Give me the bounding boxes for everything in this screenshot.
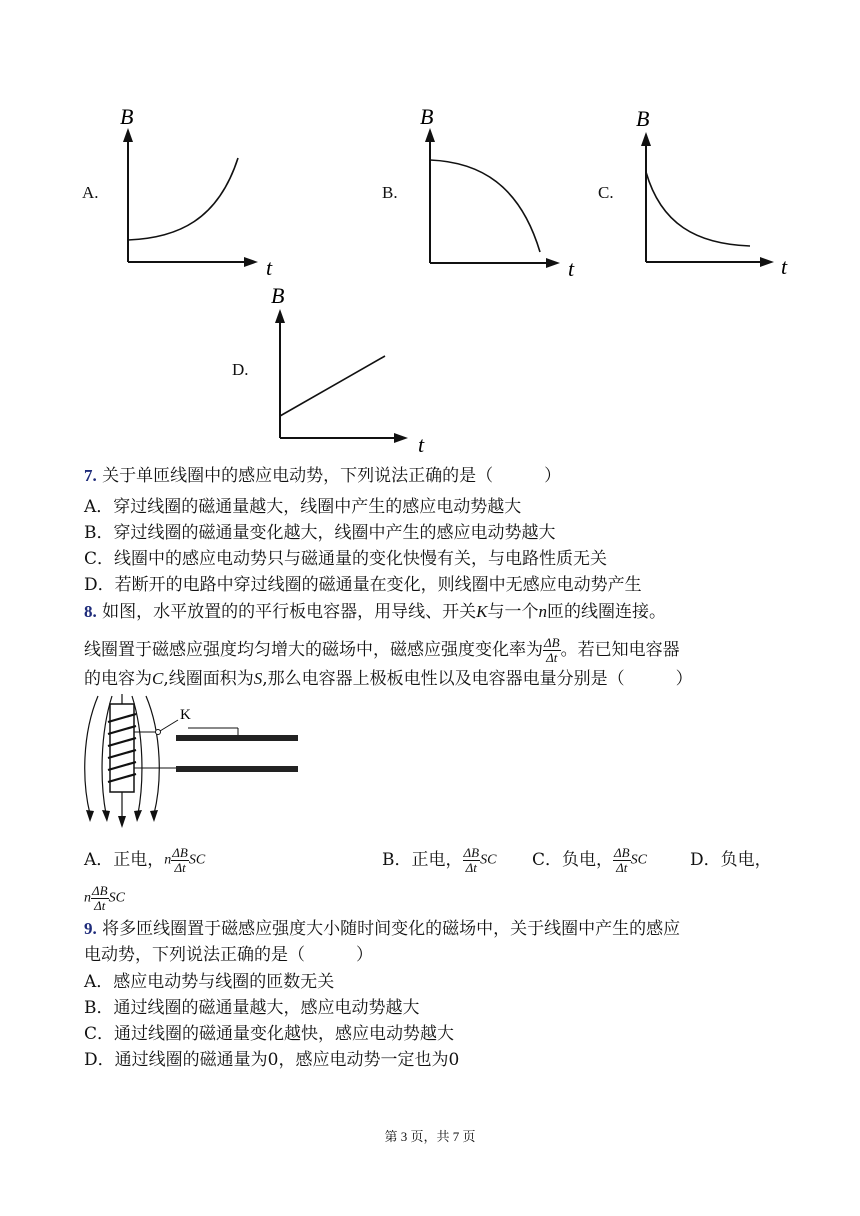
q8-opt-a-label: A．正电， (84, 850, 165, 870)
graph-c-t-label: t (781, 254, 788, 279)
field-arrow-2 (102, 810, 110, 822)
q7-stem-line (84, 464, 561, 488)
q8-frac-den: Δt (546, 650, 558, 665)
q7-option-d: D．若断开的电路中穿过线圈的磁通量在变化，则线圈中无感应电动势产生 (84, 575, 642, 595)
graph-b-t-label: t (568, 256, 575, 280)
q9-option-c: C．通过线圈的磁通量变化越快，感应电动势越大 (84, 1024, 455, 1044)
q7-option-c: C．线圈中的感应电动势只与磁通量的变化快慢有关，与电路性质无关 (84, 549, 608, 569)
page-footer: 第 3 页，共 7 页 (384, 1129, 476, 1144)
q8-var-n: n (538, 602, 547, 621)
q8-option-a (84, 842, 205, 878)
q8-var-k: K (476, 602, 488, 621)
graph-b-x-arrow (546, 258, 560, 268)
graph-d-b-label: B (271, 283, 285, 308)
capacitor-upper-plate (176, 735, 298, 741)
q7-number: 7. (84, 466, 97, 485)
graph-d (260, 276, 435, 456)
q8-line-2 (84, 632, 680, 668)
graph-a-curve (128, 158, 238, 240)
q8-opt-b-label: B．正电， (382, 850, 463, 870)
q8-text-2a: 线圈置于磁感应强度均匀增大的磁场中，磁感应强度变化率为 (84, 640, 543, 660)
q8-text-1a: 如图，水平放置的的平行板电容器，用导线、开关 (102, 602, 477, 622)
graph-b (410, 100, 585, 280)
q8-text-2b: 。若已知电容器 (560, 640, 680, 660)
q7-stem: 关于单匝线圈中的感应电动势，下列说法正确的是（ ） (102, 466, 562, 486)
q7-option-b: B．穿过线圈的磁通量变化越大，线圈中产生的感应电动势越大 (84, 523, 556, 543)
q8-text-3c: ,那么电容器上极板电性以及电容器电量分别是（ ） (262, 669, 693, 689)
q8-opt-d-n: n (84, 890, 91, 906)
graph-c-label: C. (598, 183, 614, 202)
q8-opt-b-frac: $\frac{\Delta B}{\Delta t}$ (463, 845, 480, 875)
graph-c (626, 104, 801, 279)
q8-line-1 (84, 600, 666, 624)
q8-opt-d-sc: SC (108, 890, 125, 906)
graph-a-b-label: B (120, 104, 134, 129)
q8-option-d-formula (84, 880, 125, 916)
q8-rate-fraction (543, 636, 561, 665)
q8-opt-c-sc: SC (630, 852, 647, 868)
field-arrow-5 (150, 810, 158, 822)
graph-b-b-label: B (420, 104, 434, 129)
q8-opt-a-frac: $\frac{\Delta B}{\Delta t}$ (172, 845, 188, 875)
q7-option-a: A．穿过线圈的磁通量越大，线圈中产生的感应电动势越大 (84, 497, 522, 517)
q8-opt-d-label: D．负电， (690, 850, 772, 870)
switch-k-label: K (180, 707, 191, 723)
q8-circuit-figure (76, 694, 306, 830)
graph-d-label: D. (232, 360, 249, 379)
q8-option-d (690, 842, 772, 878)
graph-a-label: A. (82, 183, 99, 202)
q8-text-3a: 的电容为 (84, 669, 152, 689)
field-line-right-outer (146, 696, 159, 814)
graph-c-x-arrow (760, 257, 774, 267)
q8-frac-num: ΔB (544, 635, 560, 650)
graph-d-y-arrow (275, 309, 285, 323)
field-line-left-outer (85, 696, 98, 814)
capacitor-lower-plate (176, 766, 298, 772)
q9-stem-2: 电动势，下列说法正确的是（ ） (84, 945, 373, 965)
field-arrow-1 (86, 810, 94, 822)
switch-lever (160, 720, 178, 731)
q8-text-1c: 匝的线圈连接。 (547, 602, 666, 622)
q8-var-s: S (253, 669, 263, 688)
q8-opt-b-sc: SC (480, 852, 497, 868)
q8-line-3 (84, 667, 693, 691)
graph-a-x-arrow (244, 257, 258, 267)
q8-number: 8. (84, 602, 97, 621)
q9-option-b: B．通过线圈的磁通量越大，感应电动势越大 (84, 998, 420, 1018)
q8-opt-d-frac: $\frac{\Delta B}{\Delta t}$ (92, 883, 108, 913)
graph-c-curve (646, 172, 750, 246)
graph-a-y-arrow (123, 128, 133, 142)
graph-d-line (280, 356, 385, 416)
q8-text-1b: 与一个 (487, 602, 539, 622)
q8-option-b (382, 842, 496, 878)
graph-d-x-arrow (394, 433, 408, 443)
graph-b-y-arrow (425, 128, 435, 142)
q8-text-3b: ,线圈面积为 (163, 669, 254, 689)
q9-stem-1: 将多匝线圈置于磁感应强度大小随时间变化的磁场中，关于线圈中产生的感应 (102, 919, 681, 939)
q8-opt-c-frac: $\frac{\Delta B}{\Delta t}$ (614, 845, 630, 875)
graph-c-b-label: B (636, 106, 650, 131)
q8-opt-c-label: C．负电， (532, 850, 614, 870)
q9-option-d: D．通过线圈的磁通量为0，感应电动势一定也为0 (84, 1050, 460, 1070)
graph-b-label: B. (382, 183, 398, 202)
q8-var-c: C (152, 669, 164, 688)
q8-opt-a-n: n (164, 852, 172, 868)
q8-option-c (532, 842, 647, 878)
field-arrow-4 (134, 810, 142, 822)
switch-contact (156, 730, 161, 735)
graph-d-t-label: t (418, 432, 425, 456)
q9-line-1 (84, 917, 680, 941)
field-arrow-3 (118, 816, 126, 828)
q8-opt-a-sc: SC (188, 852, 206, 868)
graph-c-y-arrow (641, 132, 651, 146)
graph-b-curve (430, 160, 540, 252)
q9-number: 9. (84, 919, 97, 938)
graph-a (108, 100, 283, 280)
q9-option-a: A．感应电动势与线圈的匝数无关 (84, 972, 335, 992)
graph-a-t-label: t (266, 255, 273, 280)
